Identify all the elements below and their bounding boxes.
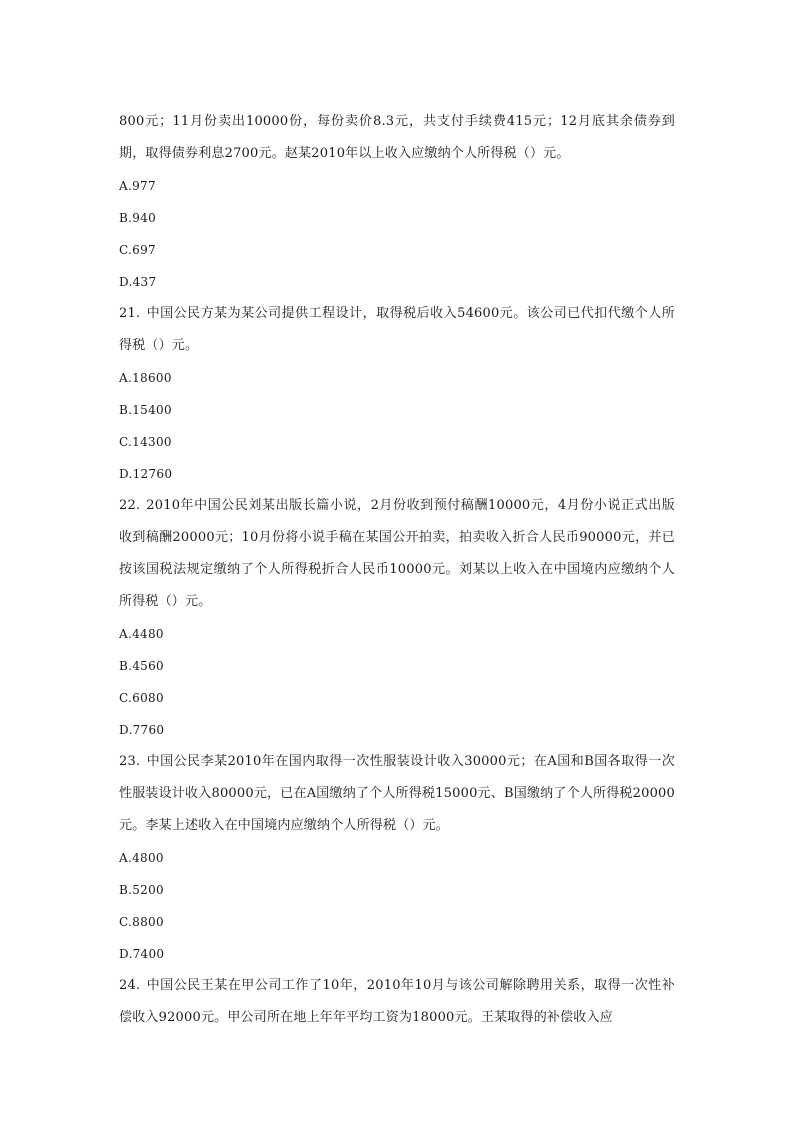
question-23-stem xyxy=(119,746,675,842)
option-c: C.8800 xyxy=(119,915,164,929)
question-22-stem xyxy=(119,490,675,618)
option-c: C.14300 xyxy=(119,435,172,449)
option-d: D.7760 xyxy=(119,723,165,737)
option-a: A.18600 xyxy=(119,371,172,385)
option-b: B.940 xyxy=(119,211,157,225)
option-b: B.15400 xyxy=(119,403,172,417)
option-d: D.7400 xyxy=(119,947,165,961)
question-number: 24. xyxy=(119,978,141,993)
question-stem-text: 800元；11月份卖出10000份，每份卖价8.3元，共支付手续费415元；12月底其余债券到期，取得债券利息2700元。赵某2010年以上收入应缴纳个人所得税（）元。 xyxy=(119,114,675,161)
option-b: B.4560 xyxy=(119,659,164,673)
question-stem-text: 中国公民王某在甲公司工作了10年，2010年10月与该公司解除聘用关系，取得一次性补偿收入92000元。甲公司所在地上年年平均工资为18000元。王某取得的补偿收入应 xyxy=(119,978,675,1025)
question-number: 23. xyxy=(119,754,141,769)
option-a: A.4800 xyxy=(119,851,164,865)
option-b: B.5200 xyxy=(119,883,164,897)
option-a: A.977 xyxy=(119,179,156,193)
option-c: C.697 xyxy=(119,243,156,257)
option-d: D.437 xyxy=(119,275,157,289)
question-number: 21. xyxy=(119,306,141,321)
option-c: C.6080 xyxy=(119,691,164,705)
question-21-stem xyxy=(119,298,675,362)
option-a: A.4480 xyxy=(119,627,164,641)
question-stem-text: 中国公民方某为某公司提供工程设计，取得税后收入54600元。该公司已代扣代缴个人所得税（）元。 xyxy=(119,306,675,353)
question-stem-text: 中国公民李某2010年在国内取得一次性服装设计收入30000元；在A国和B国各取得一次性服装设计收入80000元，已在A国缴纳了个人所得税15000元、B国缴纳了个人所得税20000元。李某上述收入在中国境内应缴纳个人所得税（）元。 xyxy=(119,754,675,833)
question-stem-text: 2010年中国公民刘某出版长篇小说，2月份收到预付稿酬10000元，4月份小说正式出版收到稿酬20000元；10月份将小说手稿在某国公开拍卖，拍卖收入折合人民币90000元，并已按该国税法规定缴纳了个人所得税折合人民币10000元。刘某以上收入在中国境内应缴纳个人所得税（）元。 xyxy=(119,498,675,609)
question-24-stem xyxy=(119,970,675,1034)
document-page xyxy=(119,106,675,1034)
question-stem-continued xyxy=(119,106,675,170)
option-d: D.12760 xyxy=(119,467,173,481)
question-number: 22. xyxy=(119,498,141,513)
